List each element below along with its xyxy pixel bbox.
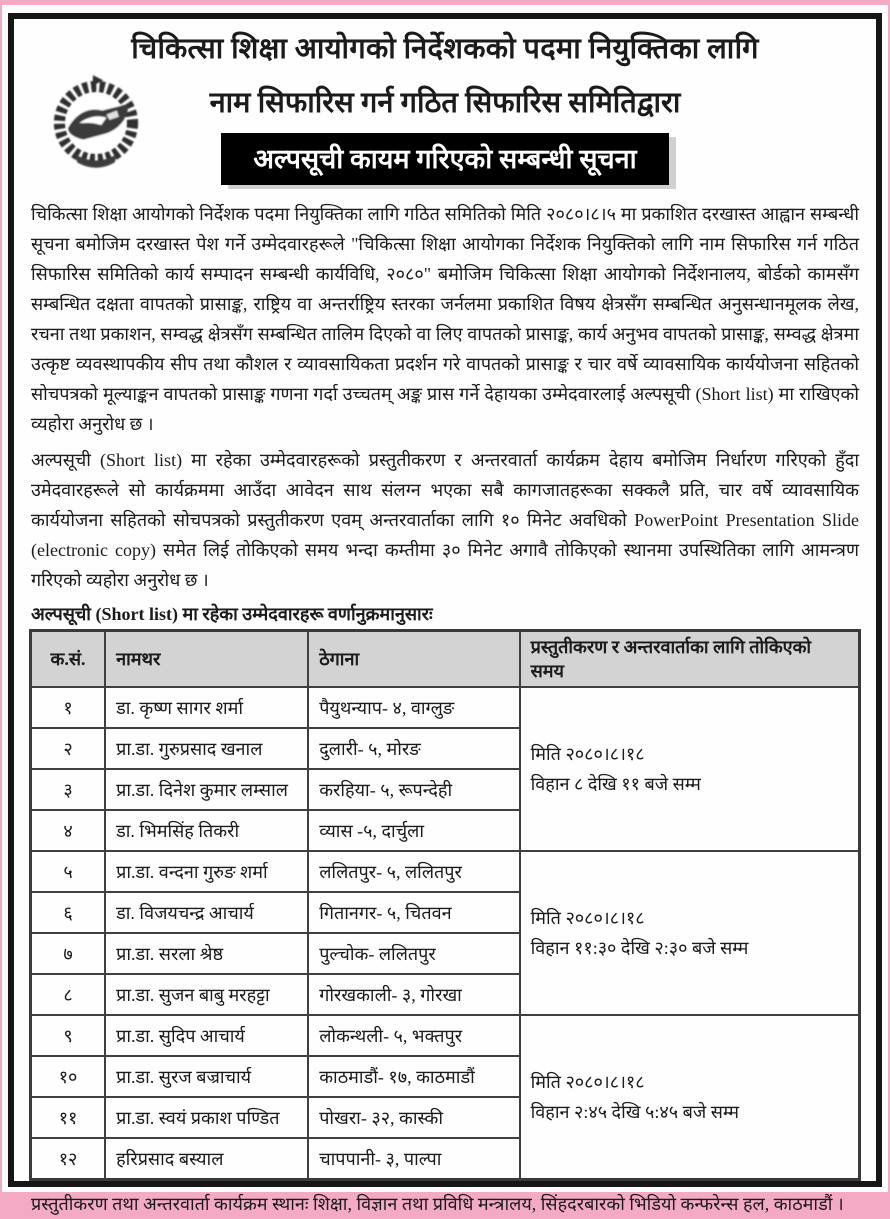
address-cell: करहिया- ५, रूपन्देही	[308, 769, 519, 810]
schedule-date: मिति २०८०।८।१८	[530, 744, 645, 764]
name-cell: हरिप्रसाद बस्याल	[105, 1138, 308, 1180]
body-paragraph-1: चिकित्सा शिक्षा आयोगको निर्देशक पदमा नियुक्तिका लागि गठित समितिको मिति २०८०।८।५ मा प्रकाशित दरखास्त आह्वान सम्बन्धी सूचना बमोजिम दरखास्त पेश गर्ने उम्मेदवारहरूले "चिकित्सा शिक्षा आयोगका निर्देशक नियुक्तिको लागि नाम सिफारिस गर्न गठित सिफारिस समितिको कार्य सम्पादन सम्बन्धी कार्यविधि, २०८०" बमोजिम चिकित्सा शिक्षा आयोगको निर्देशनालय, बोर्डको कामसँग सम्बन्धित दक्षता वापतको प्रासाङ्क, राष्ट्रिय वा अन्तर्राष्ट्रिय स्तरका जर्नलमा प्रकाशित विषय क्षेत्रसँग सम्बन्धित अनुसन्धानमूलक लेख, रचना तथा प्रकाशन, सम्वद्ध क्षेत्रसँग सम्बन्धित तालिम दिएको वा लिए वापतको प्रासाङ्क, कार्य अनुभव वापतको प्रासाङ्क, सम्वद्ध क्षेत्रमा उत्कृष्ट व्यवस्थापकीय सीप तथा कौशल र व्यावसायिकता प्रदर्शन गरे वापतको प्रासाङ्क र चार वर्षे व्यावसायिक कार्ययोजना सहितको सोचपत्रको मूल्याङ्कन वापतको प्रासाङ्क गणना गर्दा उच्चतम् अङ्क प्रास गर्ने देहायका उम्मेदवारलाई अल्पसूची (Short list) मा राखिएको व्यहोरा अनुरोध छ ।	[31, 204, 859, 434]
schedule-cell	[520, 687, 860, 851]
venue-note: प्रस्तुतीकरण तथा अन्तरवार्ता कार्यक्रम स्थानः शिक्षा, विज्ञान तथा प्रविधि मन्त्रालय, सिंहदरबारको भिडियो कन्फरेन्स हल, काठमाडौं ।	[31, 1194, 844, 1214]
schedule-cell	[520, 851, 860, 1015]
serial-cell: १०	[31, 1056, 106, 1097]
serial-cell: २	[31, 728, 106, 769]
notice-banner: अल्पसूची कायम गरिएको सम्बन्धी सूचना	[221, 133, 668, 185]
serial-cell: ५	[31, 851, 106, 892]
schedule-cell	[520, 1015, 860, 1180]
schedule-time: विहान ८ देखि ११ बजे सम्म	[530, 774, 701, 794]
name-cell: प्रा.डा. सुदिप आचार्य	[105, 1015, 308, 1056]
address-cell: पैयुथन्याप- ४, वाग्लुङ	[308, 687, 519, 728]
serial-cell: ८	[31, 974, 106, 1015]
address-cell: व्यास -५, दार्चुला	[308, 810, 519, 851]
address-cell: दुलारी- ५, मोरङ	[308, 728, 519, 769]
name-cell: प्रा.डा. सरला श्रेष्ठ	[105, 933, 308, 974]
name-cell: प्रा.डा. सुरज बज्राचार्य	[105, 1056, 308, 1097]
column-header-address: ठेगाना	[308, 631, 519, 688]
notice-title-line1: चिकित्सा शिक्षा आयोगको निर्देशकको पदमा नियुक्तिका लागि	[131, 33, 759, 65]
body-paragraph-2: अल्पसूची (Short list) मा रहेका उम्मेदवारहरूको प्रस्तुतीकरण र अन्तरवार्ता कार्यक्रम देहाय बमोजिम निर्धारण गरिएको हुँदा उमेदवारहरूले सो कार्यक्रममा आउँदा आवेदन साथ संलग्न भएका सबै कागजातहरूका सक्कलै प्रति, चार वर्षे व्यावसायिक कार्ययोजना सहितको सोचपत्रको प्रस्तुतीकरण एवम् अन्तरवार्ताका लागि १० मिनेट अवधिको PowerPoint Presentation Slide (electronic copy) समेत लिई तोकिएको समय भन्दा कम्तीमा ३० मिनेट अगावै तोकिएको स्थानमा उपस्थितिका लागि आमन्त्रण गरिएको व्यहोरा अनुरोध छ ।	[31, 450, 859, 590]
nepal-government-emblem-icon	[44, 67, 148, 179]
name-cell: प्रा.डा. दिनेश कुमार लम्साल	[105, 769, 308, 810]
address-cell: पुल्चोक- ललितपुर	[308, 933, 519, 974]
table-intro-line: अल्पसूची (Short list) मा रहेका उम्मेदवारहरू वर्णानुक्रमानुसारः	[31, 604, 433, 624]
notice-title-line2: नाम सिफारिस गर्न गठित सिफारिस समितिद्वारा	[209, 87, 681, 119]
serial-cell: ७	[31, 933, 106, 974]
address-cell: ललितपुर- ५, ललितपुर	[308, 851, 519, 892]
serial-cell: ३	[31, 769, 106, 810]
table-row	[31, 1015, 860, 1056]
name-cell: प्रा.डा. सुजन बाबु मरहट्टा	[105, 974, 308, 1015]
serial-cell: ९	[31, 1015, 106, 1056]
column-header-serial: क.सं.	[31, 631, 106, 688]
name-cell: प्रा.डा. वन्दना गुरुङ शर्मा	[105, 851, 308, 892]
schedule-date: मिति २०८०।८।१८	[530, 1072, 645, 1092]
table-row	[31, 851, 860, 892]
serial-cell: ४	[31, 810, 106, 851]
document-sheet	[2, 5, 888, 1214]
address-cell: गोरखकाली- ३, गोरखा	[308, 974, 519, 1015]
serial-cell: ११	[31, 1097, 106, 1138]
address-cell: लोकन्थली- ५, भक्तपुर	[308, 1015, 519, 1056]
column-header-time: प्रस्तुतीकरण र अन्तरवार्ताका लागि तोकिएको समय	[520, 631, 860, 688]
schedule-date: मिति २०८०।८।१८	[530, 908, 645, 928]
name-cell: डा. कृष्ण सागर शर्मा	[105, 687, 308, 728]
name-cell: डा. विजयचन्द्र आचार्य	[105, 892, 308, 933]
name-cell: डा. भिमसिंह तिकरी	[105, 810, 308, 851]
document-frame	[8, 13, 882, 1214]
shortlist-table	[29, 629, 861, 1181]
serial-cell: १	[31, 687, 106, 728]
serial-cell: १२	[31, 1138, 106, 1180]
table-row	[31, 687, 860, 728]
address-cell: चापपानी- ३, पाल्पा	[308, 1138, 519, 1180]
address-cell: पोखरा- ३२, कास्की	[308, 1097, 519, 1138]
address-cell: काठमाडौं- १७, काठमाडौं	[308, 1056, 519, 1097]
schedule-time: विहान ११:३० देखि २:३० बजे सम्म	[530, 938, 749, 958]
schedule-time: विहान २:४५ देखि ५:४५ बजे सम्म	[530, 1102, 740, 1122]
column-header-name: नामथर	[105, 631, 308, 688]
table-header-row	[31, 631, 860, 688]
name-cell: प्रा.डा. गुरुप्रसाद खनाल	[105, 728, 308, 769]
serial-cell: ६	[31, 892, 106, 933]
address-cell: गितानगर- ५, चितवन	[308, 892, 519, 933]
name-cell: प्रा.डा. स्वयं प्रकाश पण्डित	[105, 1097, 308, 1138]
